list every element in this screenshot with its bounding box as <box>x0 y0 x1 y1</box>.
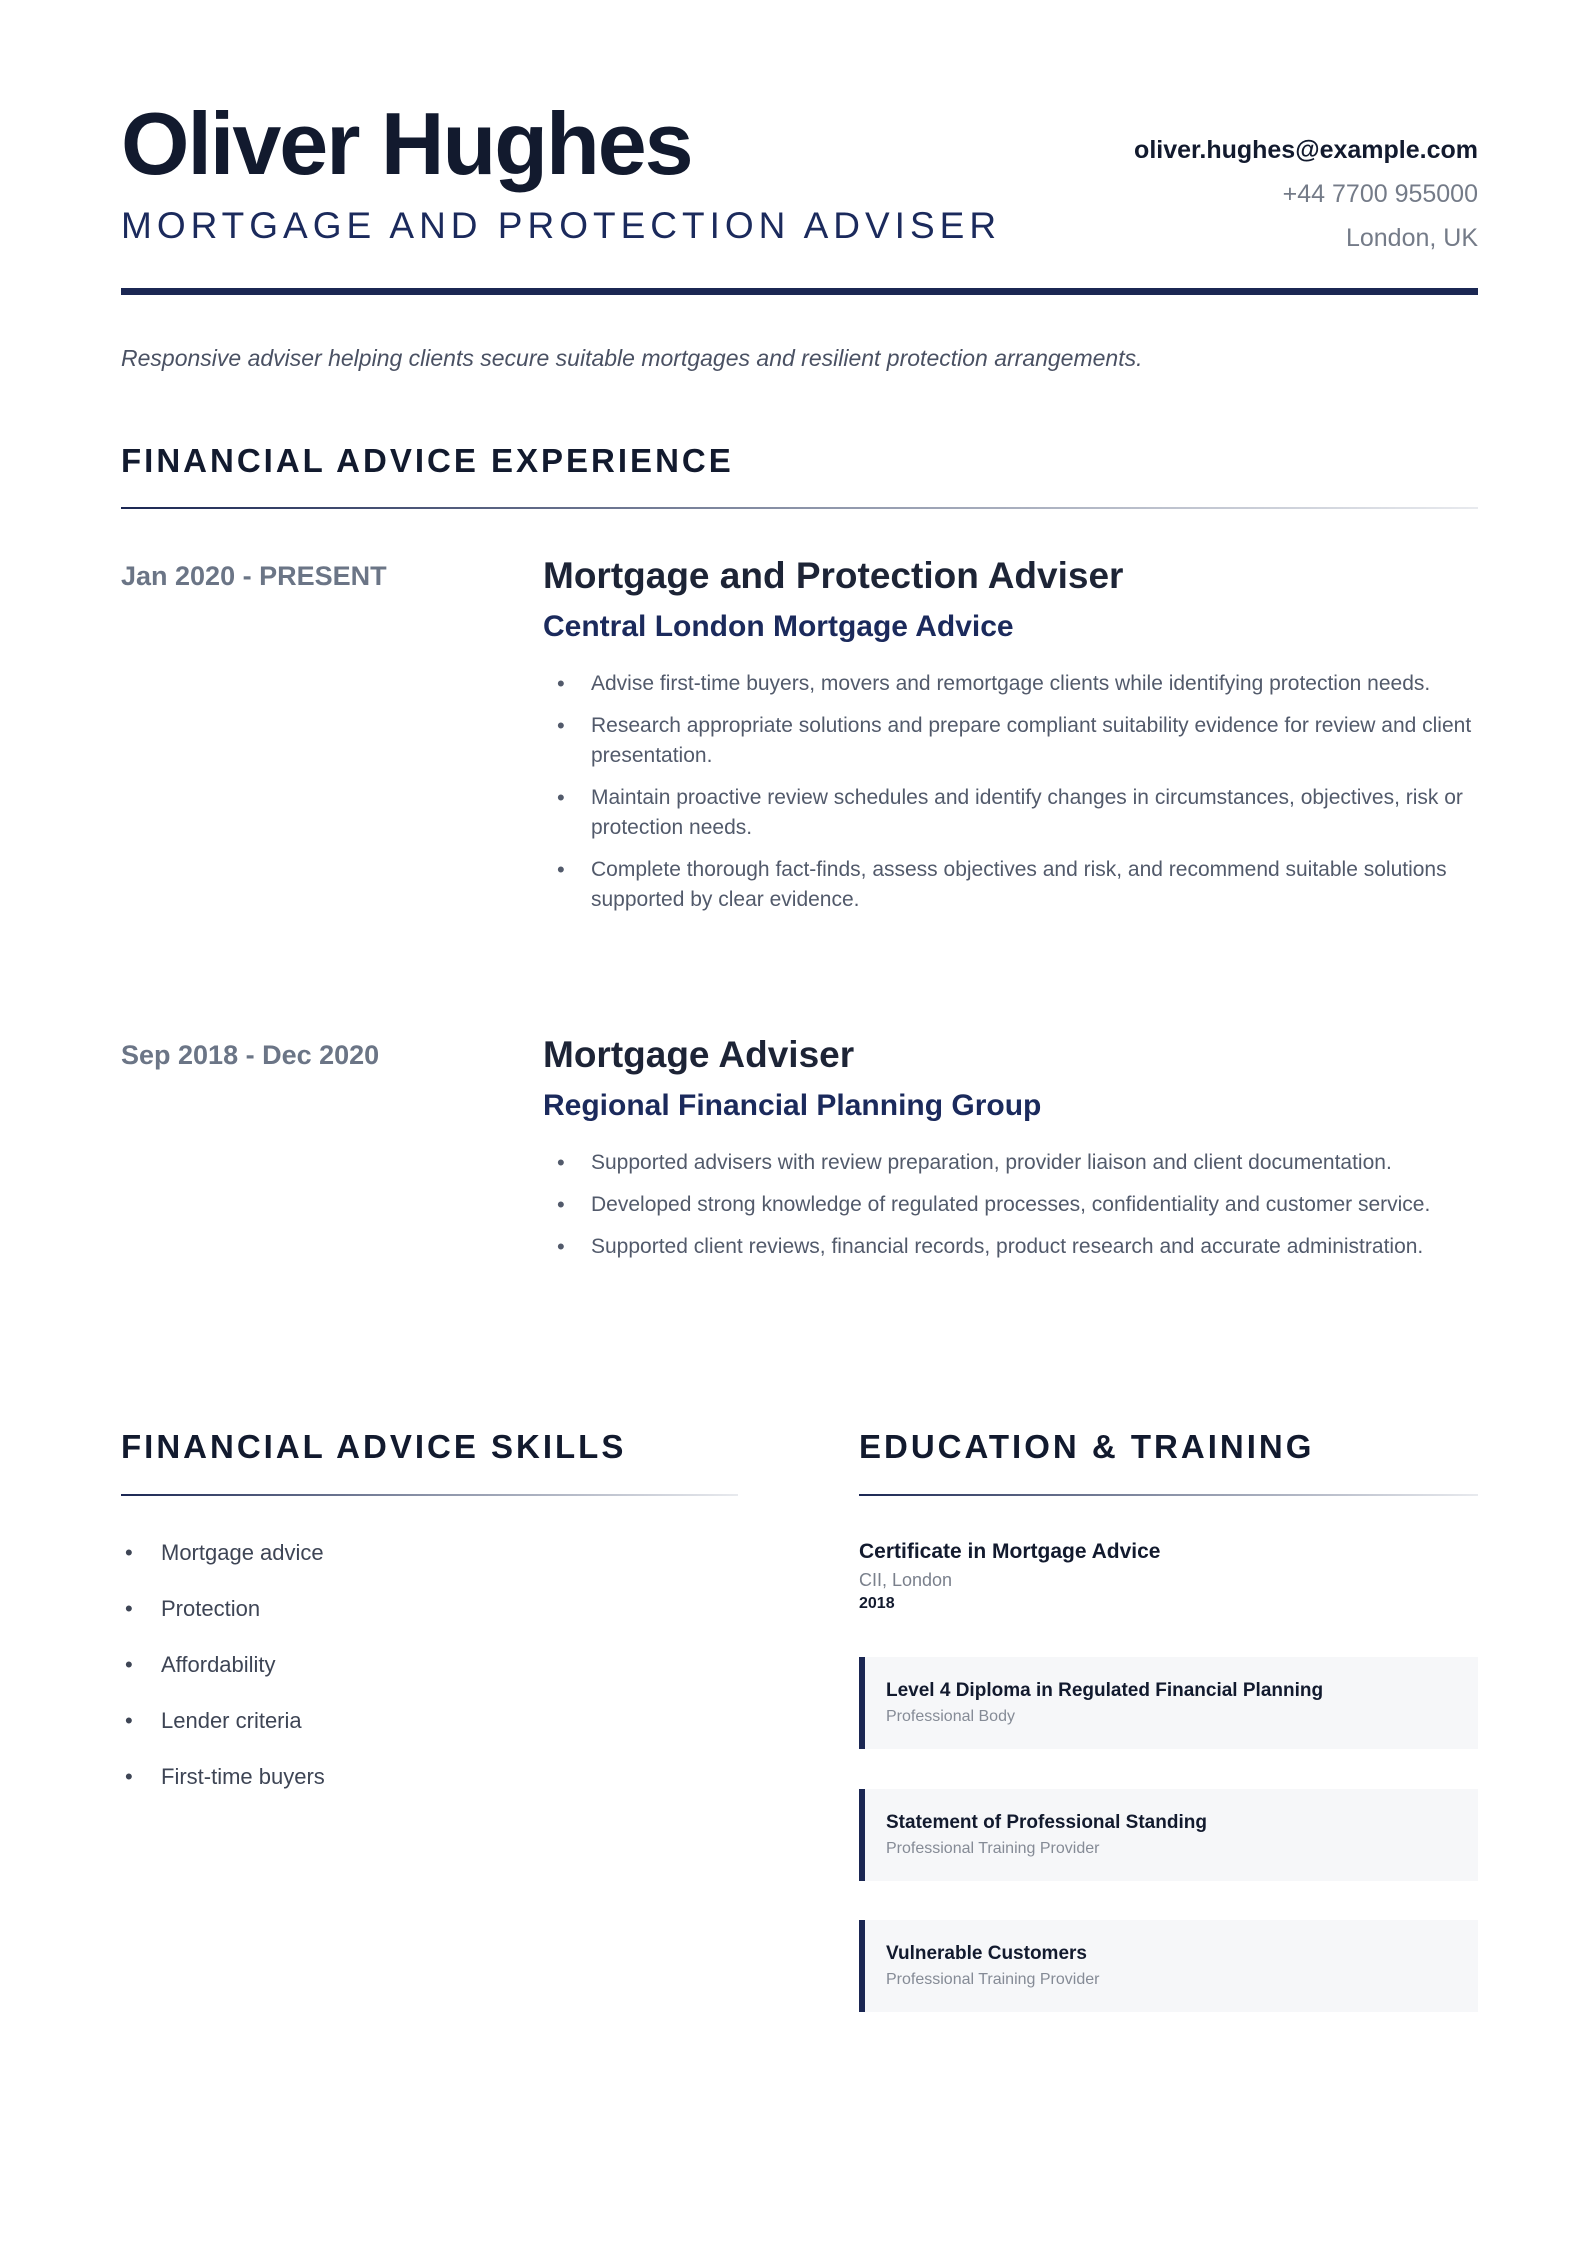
job-date: Sep 2018 - Dec 2020 <box>121 1040 380 1070</box>
bullet-icon: • <box>125 1708 133 1733</box>
job-details <box>543 551 1478 927</box>
job-bullet-text: Developed strong knowledge of regulated processes, confidentiality and customer service. <box>591 1193 1431 1216</box>
skills-heading: FINANCIAL ADVICE SKILLS <box>121 1428 627 1465</box>
bullet-icon: • <box>557 671 565 696</box>
skill-label: Mortgage advice <box>161 1540 324 1565</box>
job-bullet <box>543 1148 1478 1178</box>
candidate-title: MORTGAGE AND PROTECTION ADVISER <box>121 205 1002 246</box>
education-entry <box>859 1537 1478 1615</box>
skill-label: First-time buyers <box>161 1764 325 1789</box>
contact-email[interactable]: oliver.hughes@example.com <box>1134 136 1478 164</box>
bullet-icon: • <box>125 1764 133 1789</box>
skill-item <box>121 1762 721 1818</box>
education-divider <box>859 1494 1478 1496</box>
job-role: Mortgage Adviser <box>543 1034 855 1075</box>
job-role: Mortgage and Protection Adviser <box>543 555 1124 596</box>
job-details <box>543 1030 1478 1274</box>
training-title: Level 4 Diploma in Regulated Financial Planning <box>886 1680 1324 1701</box>
training-org: Professional Body <box>886 1708 1015 1725</box>
experience-divider <box>121 507 1478 509</box>
education-org: CII, London <box>859 1570 953 1590</box>
training-card <box>859 1657 1478 1749</box>
job-bullet <box>543 669 1478 699</box>
training-card <box>859 1920 1478 2012</box>
skills-list <box>121 1538 721 1818</box>
job-bullet-text: Supported advisers with review preparation, provider liaison and client documentation. <box>591 1151 1392 1174</box>
job-company: Central London Mortgage Advice <box>543 610 1014 643</box>
job-bullets <box>543 669 1478 915</box>
contact-phone: +44 7700 955000 <box>1282 180 1478 208</box>
contact-block <box>1134 128 1478 260</box>
training-card <box>859 1789 1478 1881</box>
bullet-icon: • <box>557 713 565 738</box>
skills-divider <box>121 1494 738 1496</box>
job-bullet <box>543 783 1478 843</box>
skill-item <box>121 1594 721 1650</box>
skill-item <box>121 1706 721 1762</box>
bullet-icon: • <box>557 785 565 810</box>
job-bullet <box>543 1190 1478 1220</box>
bullet-icon: • <box>557 1234 565 1259</box>
training-org: Professional Training Provider <box>886 1971 1100 1988</box>
job-date: Jan 2020 - PRESENT <box>121 561 387 591</box>
training-title: Statement of Professional Standing <box>886 1812 1207 1833</box>
job-bullet <box>543 711 1478 771</box>
profile-summary: Responsive adviser helping clients secure suitable mortgages and resilient protection arrangements. <box>121 345 1143 371</box>
education-heading: EDUCATION & TRAINING <box>859 1428 1315 1465</box>
job-bullet-text: Maintain proactive review schedules and identify changes in circumstances, objectives, risk or protection needs. <box>591 786 1463 839</box>
job-bullets <box>543 1148 1478 1262</box>
training-org: Professional Training Provider <box>886 1840 1100 1857</box>
training-title: Vulnerable Customers <box>886 1943 1087 1964</box>
skill-label: Protection <box>161 1596 261 1621</box>
bullet-icon: • <box>125 1596 133 1621</box>
bullet-icon: • <box>125 1652 133 1677</box>
skill-label: Lender criteria <box>161 1708 302 1733</box>
bullet-icon: • <box>557 857 565 882</box>
candidate-name: Oliver Hughes <box>121 94 692 193</box>
skill-item <box>121 1650 721 1706</box>
job-bullet-text: Advise first-time buyers, movers and remortgage clients while identifying protection needs. <box>591 672 1431 695</box>
header-divider <box>121 288 1478 295</box>
job-bullet-text: Complete thorough fact-finds, assess objectives and risk, and recommend suitable solutions supported by clear evidence. <box>591 858 1447 911</box>
bullet-icon: • <box>557 1150 565 1175</box>
job-bullet <box>543 855 1478 915</box>
skill-item <box>121 1538 721 1594</box>
experience-heading: FINANCIAL ADVICE EXPERIENCE <box>121 442 734 479</box>
bullet-icon: • <box>557 1192 565 1217</box>
education-title: Certificate in Mortgage Advice <box>859 1540 1161 1563</box>
job-bullet <box>543 1232 1478 1262</box>
job-company: Regional Financial Planning Group <box>543 1089 1042 1122</box>
education-year: 2018 <box>859 1595 895 1612</box>
job-bullet-text: Supported client reviews, financial records, product research and accurate administration. <box>591 1235 1424 1258</box>
job-bullet-text: Research appropriate solutions and prepare compliant suitability evidence for review and client presentation. <box>591 714 1472 767</box>
contact-location: London, UK <box>1345 224 1478 252</box>
skill-label: Affordability <box>161 1652 276 1677</box>
bullet-icon: • <box>125 1540 133 1565</box>
